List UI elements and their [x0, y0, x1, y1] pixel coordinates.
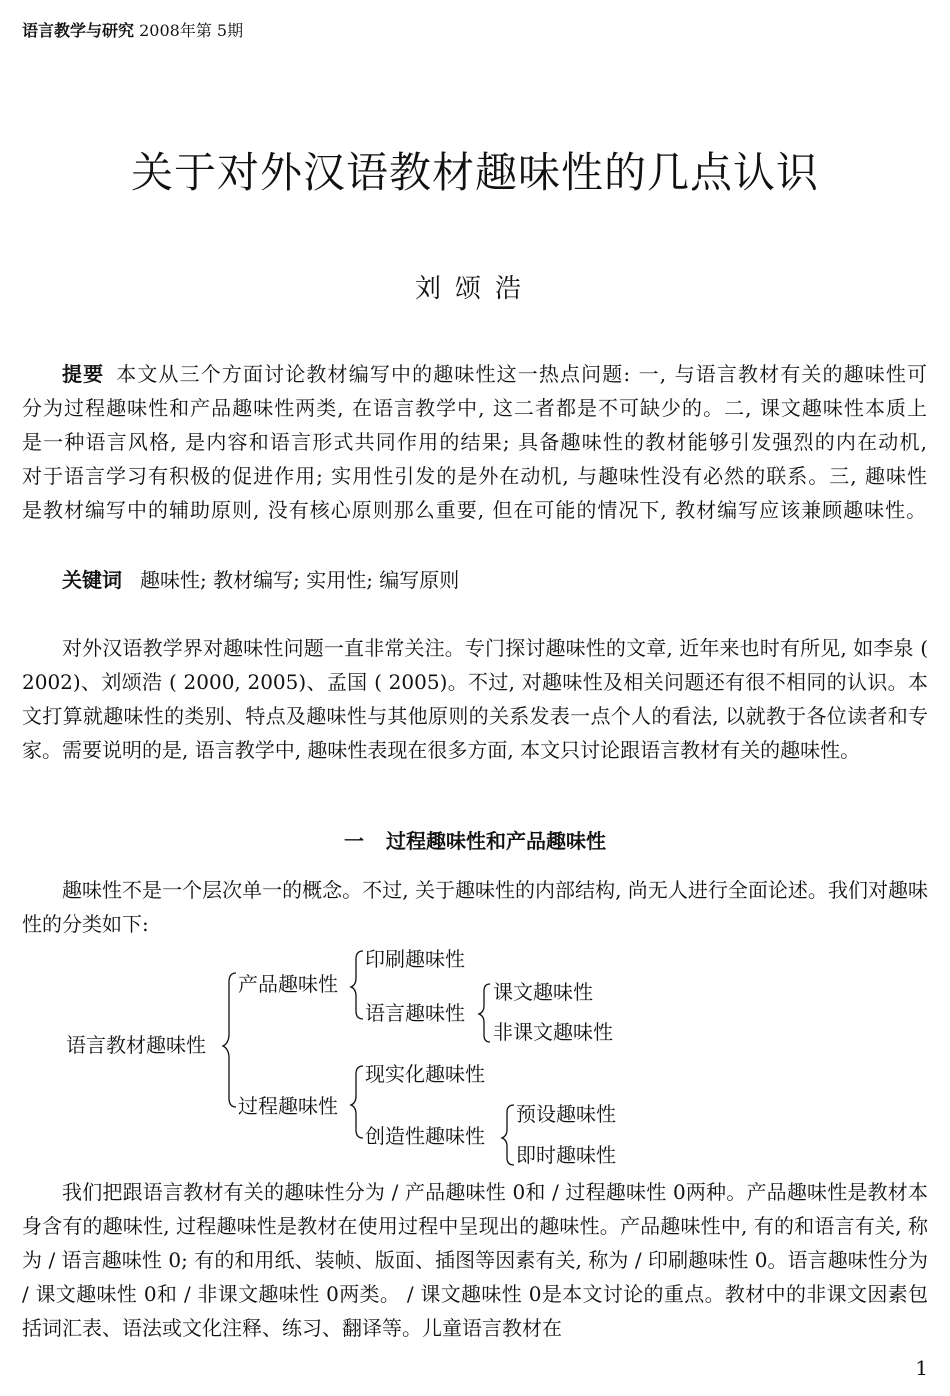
section-number: 一 [344, 829, 364, 853]
intro-text: 对外汉语教学界对趣味性问题一直非常关注。专门探讨趣味性的文章, 近年来也时有所见, 如李泉 ( 2002)、刘颂浩 ( 2000, 2005)、孟国 ( 2005)。不过, 对趣味性及相关问题还有很不相同的认识。本文打算就趣味性的类别、特点及趣味性与其他原则的关系发表一点个人的看法, 以就教于各位读者和专家。需要说明的是, 语言教学中, 趣味性表现在很多方面, 本文只讨论跟语言教材有关的趣味性。 [22, 636, 928, 762]
author-name: 刘颂浩 [414, 274, 535, 304]
tree-nontext-interest: 非课文趣味性 [493, 1020, 613, 1044]
product-brace [351, 951, 363, 1019]
page-number: 1 [915, 1356, 928, 1380]
paper-title: 关于对外汉语教材趣味性的几点认识 [130, 148, 819, 197]
explanation-text: 我们把跟语言教材有关的趣味性分为 / 产品趣味性 0和 / 过程趣味性 0两种。产品趣味性是教材本身含有的趣味性, 过程趣味性是教材在使用过程中呈现出的趣味性。产品趣味性中, 有的和语言有关, 称为 / 语言趣味性 0; 有的和用纸、装帧、版面、插图等因素有关, 称为 / 印刷趣味性 0。语言趣味性分为 / 课文趣味性 0和 / 非课文趣味性 0两类。 / 课文趣味性 0是本文讨论的重点。教材中的非课文因素包括词汇表、语法或文化注释、练习、翻译等。儿童语言教材在 [22, 1180, 928, 1340]
journal-name: 语言教学与研究 [22, 21, 135, 40]
creative-brace [502, 1105, 514, 1165]
section-title: 过程趣味性和产品趣味性 [386, 829, 606, 853]
tree-product: 产品趣味性 [238, 972, 338, 996]
classification-text: 趣味性不是一个层次单一的概念。不过, 关于趣味性的内部结构, 尚无人进行全面论述。我们对趣味性的分类如下: [22, 878, 928, 936]
abstract [22, 357, 928, 527]
intro-paragraph [22, 631, 928, 767]
language-brace [479, 984, 490, 1042]
tree-print: 印刷趣味性 [365, 947, 465, 971]
tree-realistic: 现实化趣味性 [365, 1062, 485, 1086]
tree-root: 语言教材趣味性 [66, 1033, 206, 1057]
tree-process: 过程趣味性 [238, 1094, 338, 1118]
running-header [22, 18, 243, 41]
explanation-paragraph [22, 1175, 928, 1345]
classification-paragraph [22, 873, 928, 941]
process-brace [351, 1066, 363, 1138]
tree-instant: 即时趣味性 [516, 1143, 616, 1167]
tree-preset: 预设趣味性 [516, 1102, 616, 1126]
section-heading [0, 825, 950, 854]
abstract-label: 提要 [62, 362, 105, 386]
abstract-text: 本文从三个方面讨论教材编写中的趣味性这一热点问题: 一, 与语言教材有关的趣味性可分为过程趣味性和产品趣味性两类, 在语言教学中, 这二者都是不可缺少的。二, 课文趣味性本质上是一种语言风格, 是内容和语言形式共同作用的结果; 具备趣味性的教材能够引发强烈的内在动机, 对于语言学习有积极的促进作用; 实用性引发的是外在动机, 与趣味性没有必然的联系。三, 趣味性是教材编写中的辅助原则, 没有核心原则那么重要, 但在可能的情况下, 教材编写应该兼顾趣味性。 [22, 362, 929, 522]
tree-text-interest: 课文趣味性 [493, 980, 593, 1004]
tree-language: 语言趣味性 [365, 1001, 465, 1025]
keywords [22, 563, 928, 597]
keywords-label: 关键词 [62, 568, 122, 592]
tree-creative: 创造性趣味性 [365, 1124, 485, 1148]
root-brace [223, 973, 236, 1107]
issue-info: 2008年第 5期 [139, 21, 244, 40]
keywords-text: 趣味性; 教材编写; 实用性; 编写原则 [140, 568, 460, 592]
